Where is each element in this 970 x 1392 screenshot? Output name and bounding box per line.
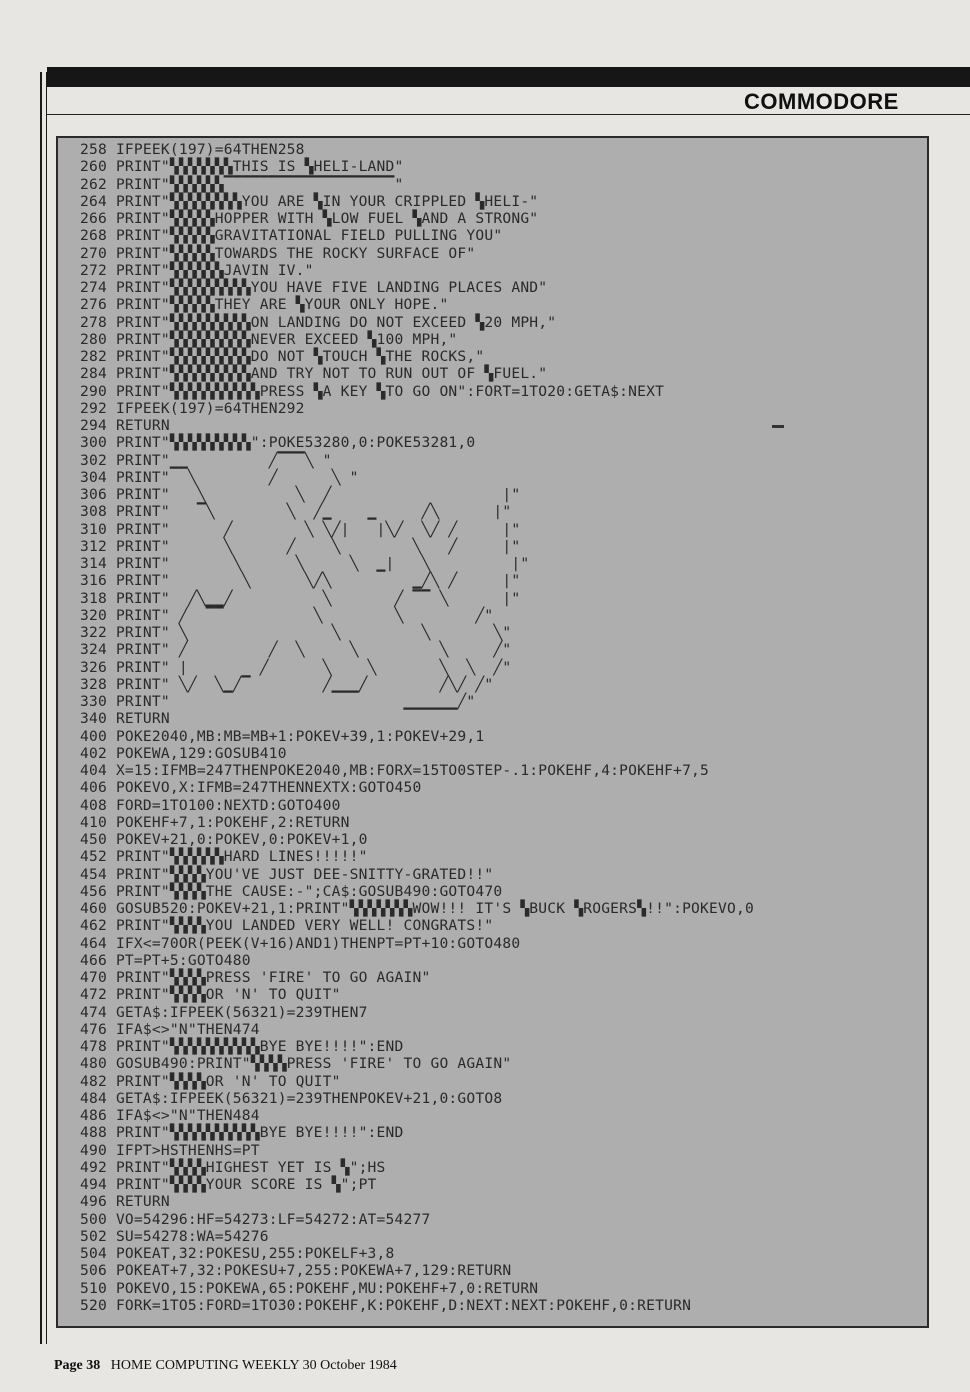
- code-line: 258 IFPEEK(197)=64THEN258: [80, 141, 305, 158]
- code-line: 272 PRINT"▚▚▚▚▚▚JAVIN IV.": [80, 261, 314, 279]
- code-line: 504 POKEAT,32:POKESU,255:POKELF+3,8: [80, 1245, 395, 1262]
- left-margin-rule: [40, 72, 42, 1344]
- code-line: 478 PRINT"▚▚▚▚▚▚▚▚▚▚BYE BYE!!!!":END: [80, 1038, 404, 1055]
- code-line: 474 GETA$:IFPEEK(56321)=239THEN7: [80, 1003, 368, 1021]
- code-line: 408 FORD=1TO100:NEXTD:GOTO400: [80, 796, 341, 814]
- code-line: 260 PRINT"▚▚▚▚▚▚▚THIS IS ▚HELI-LAND": [80, 158, 404, 176]
- code-line: 340 RETURN: [80, 710, 170, 728]
- code-line: 490 IFPT>HSTHENHS=PT: [80, 1141, 260, 1159]
- section-title: COMMODORE: [744, 89, 899, 114]
- code-line: 264 PRINT"▚▚▚▚▚▚▚▚YOU ARE ▚IN YOUR CRIPPLED ▚HELI-": [80, 192, 539, 210]
- code-line: 316 PRINT" ╲ ╲╱╲ ▁╱╲ ╱ |": [80, 572, 521, 590]
- code-line: 510 POKEVO,15:POKEWA,65:POKEHF,MU:POKEHF+7,0:RETURN: [80, 1279, 539, 1297]
- code-line: 314 PRINT" ╲ ╲ ╲ ▁| ╲ |": [80, 555, 530, 572]
- code-line: 484 GETA$:IFPEEK(56321)=239THENPOKEV+21,0:GOTO8: [80, 1089, 503, 1107]
- code-line: 322 PRINT" ╲ ╲ ╲ ╲": [80, 624, 512, 641]
- code-line: 262 PRINT"▚▚▚▚▚▚▔▔▔▔▔▔▔▔▔▔▔▔▔▔▔▔▔▔▔": [80, 175, 404, 193]
- code-line: 310 PRINT" ╱ ╲ ╲╱| |╲╱ ╲╱ ╱ |": [80, 520, 521, 538]
- print-smudge: [772, 425, 784, 428]
- header-bar: [47, 67, 970, 87]
- code-line: 404 X=15:IFMB=247THENPOKE2040,MB:FORX=15TO0STEP-.1:POKEHF,4:POKEHF+7,5: [80, 762, 710, 779]
- code-line: 266 PRINT"▚▚▚▚▚HOPPER WITH ▚LOW FUEL ▚AND A STRONG": [80, 210, 539, 227]
- code-line: 486 IFA$<>"N"THEN484: [80, 1107, 260, 1124]
- code-line: 460 GOSUB520:POKEV+21,1:PRINT"▚▚▚▚▚▚▚WOW!!! IT'S ▚BUCK ▚ROGERS▚!!":POKEVO,0: [80, 900, 754, 917]
- code-line: 282 PRINT"▚▚▚▚▚▚▚▚▚DO NOT ▚TOUCH ▚THE ROCKS,": [80, 348, 485, 365]
- code-line: 472 PRINT"▚▚▚▚OR 'N' TO QUIT": [80, 986, 341, 1004]
- header-underline: [47, 114, 970, 115]
- code-line: 300 PRINT"▚▚▚▚▚▚▚▚▚":POKE53280,0:POKE53281,0: [80, 434, 476, 452]
- code-line: 302 PRINT"▁▁ ╱▔▔▔╲ ": [80, 451, 332, 469]
- code-line: 464 IFX<=70OR(PEEK(V+16)AND1)THENPT=PT+10:GOTO480: [80, 934, 521, 952]
- program-listing-box: [56, 136, 929, 1328]
- code-line: 276 PRINT"▚▚▚▚▚THEY ARE ▚YOUR ONLY HOPE.": [80, 296, 449, 314]
- code-line: 312 PRINT" ╲ ╱ ╲ ╲ ╱ |": [80, 537, 521, 555]
- program-listing: [80, 141, 754, 1314]
- publication-line: HOME COMPUTING WEEKLY 30 October 1984: [110, 1358, 397, 1373]
- code-line: 480 GOSUB490:PRINT"▚▚▚▚PRESS 'FIRE' TO GO AGAIN": [80, 1055, 512, 1073]
- code-line: 500 VO=54296:HF=54273:LF=54272:AT=54277: [80, 1210, 431, 1228]
- code-line: 476 IFA$<>"N"THEN474: [80, 1020, 260, 1038]
- code-line: 402 POKEWA,129:GOSUB410: [80, 744, 287, 762]
- code-line: 466 PT=PT+5:GOTO480: [80, 951, 251, 969]
- code-line: 410 POKEHF+7,1:POKEHF,2:RETURN: [80, 813, 350, 831]
- code-line: 482 PRINT"▚▚▚▚OR 'N' TO QUIT": [80, 1072, 341, 1090]
- code-line: 330 PRINT" ▁▁▁▁▁▁╱": [80, 693, 476, 710]
- left-margin-rule-inner: [46, 72, 47, 1344]
- code-line: 496 RETURN: [80, 1193, 170, 1211]
- code-line: 520 FORK=1TO5:FORD=1TO30:POKEHF,K:POKEHF,D:NEXT:NEXT:POKEHF,0:RETURN: [80, 1296, 692, 1314]
- page-number: Page 38: [54, 1358, 101, 1373]
- code-line: 290 PRINT"▚▚▚▚▚▚▚▚▚▚PRESS ▚A KEY ▚TO GO ON":FORT=1TO20:GETA$:NEXT: [80, 382, 665, 400]
- code-line: 274 PRINT"▚▚▚▚▚▚▚▚▚YOU HAVE FIVE LANDING PLACES AND": [80, 279, 548, 296]
- code-line: 304 PRINT" ╲ ╱ ╲ ": [80, 468, 359, 486]
- code-line: 318 PRINT" ╱╲▁▁╱ ╲ ╱ ▔▔ ╲ |": [80, 589, 521, 607]
- code-line: 470 PRINT"▚▚▚▚PRESS 'FIRE' TO GO AGAIN": [80, 969, 431, 986]
- code-line: 280 PRINT"▚▚▚▚▚▚▚▚▚NEVER EXCEED ▚100 MPH,": [80, 330, 458, 348]
- code-line: 492 PRINT"▚▚▚▚HIGHEST YET IS ▚";HS: [80, 1158, 386, 1176]
- code-line: 328 PRINT" ╲╱ ╲▁╱▔ ╱▁▁▁╱ ╱╲╱ ╱": [80, 675, 494, 693]
- code-line: 406 POKEVO,X:IFMB=247THENNEXTX:GOTO450: [80, 779, 422, 797]
- code-line: 400 POKE2040,MB:MB=MB+1:POKEV+39,1:POKEV+29,1: [80, 727, 485, 745]
- code-line: 326 PRINT" | ╱ ╲ ╲ ╲ ╲ ╱": [80, 658, 512, 676]
- code-line: 308 PRINT" ▔╲ ╲ ╱▁ ▁ ╱╲ |": [80, 503, 512, 521]
- page-footer: [54, 1358, 397, 1374]
- code-line: 284 PRINT"▚▚▚▚▚▚▚▚▚AND TRY NOT TO RUN OUT OF ▚FUEL.": [80, 365, 548, 383]
- code-line: 268 PRINT"▚▚▚▚▚GRAVITATIONAL FIELD PULLING YOU": [80, 227, 503, 245]
- code-line: 462 PRINT"▚▚▚▚YOU LANDED VERY WELL! CONGRATS!": [80, 917, 494, 935]
- code-line: 506 POKEAT+7,32:POKESU+7,255:POKEWA+7,129:RETURN: [80, 1262, 512, 1280]
- code-line: 324 PRINT" ╱ ╱ ╲ ╲ ╲ ╱": [80, 641, 512, 659]
- code-line: 294 RETURN: [80, 417, 170, 434]
- code-line: 488 PRINT"▚▚▚▚▚▚▚▚▚▚BYE BYE!!!!":END: [80, 1124, 404, 1142]
- code-line: 452 PRINT"▚▚▚▚▚▚HARD LINES!!!!!": [80, 848, 368, 866]
- code-line: 320 PRINT" ╱ ▔▔ ╲ ╲ ╱": [80, 606, 494, 624]
- code-line: 456 PRINT"▚▚▚▚THE CAUSE:-";CA$:GOSUB490:GOTO470: [80, 882, 503, 900]
- code-line: 278 PRINT"▚▚▚▚▚▚▚▚▚ON LANDING DO NOT EXCEED ▚20 MPH,": [80, 313, 557, 331]
- code-line: 270 PRINT"▚▚▚▚▚TOWARDS THE ROCKY SURFACE OF": [80, 244, 476, 262]
- code-line: 494 PRINT"▚▚▚▚YOUR SCORE IS ▚";PT: [80, 1176, 377, 1193]
- code-line: 502 SU=54278:WA=54276: [80, 1227, 269, 1245]
- code-line: 454 PRINT"▚▚▚▚YOU'VE JUST DEE-SNITTY-GRATED!!": [80, 865, 494, 883]
- code-line: 292 IFPEEK(197)=64THEN292: [80, 399, 305, 417]
- code-line: 306 PRINT" ╲ ╲ ╱ |": [80, 486, 521, 503]
- code-line: 450 POKEV+21,0:POKEV,0:POKEV+1,0: [80, 831, 368, 848]
